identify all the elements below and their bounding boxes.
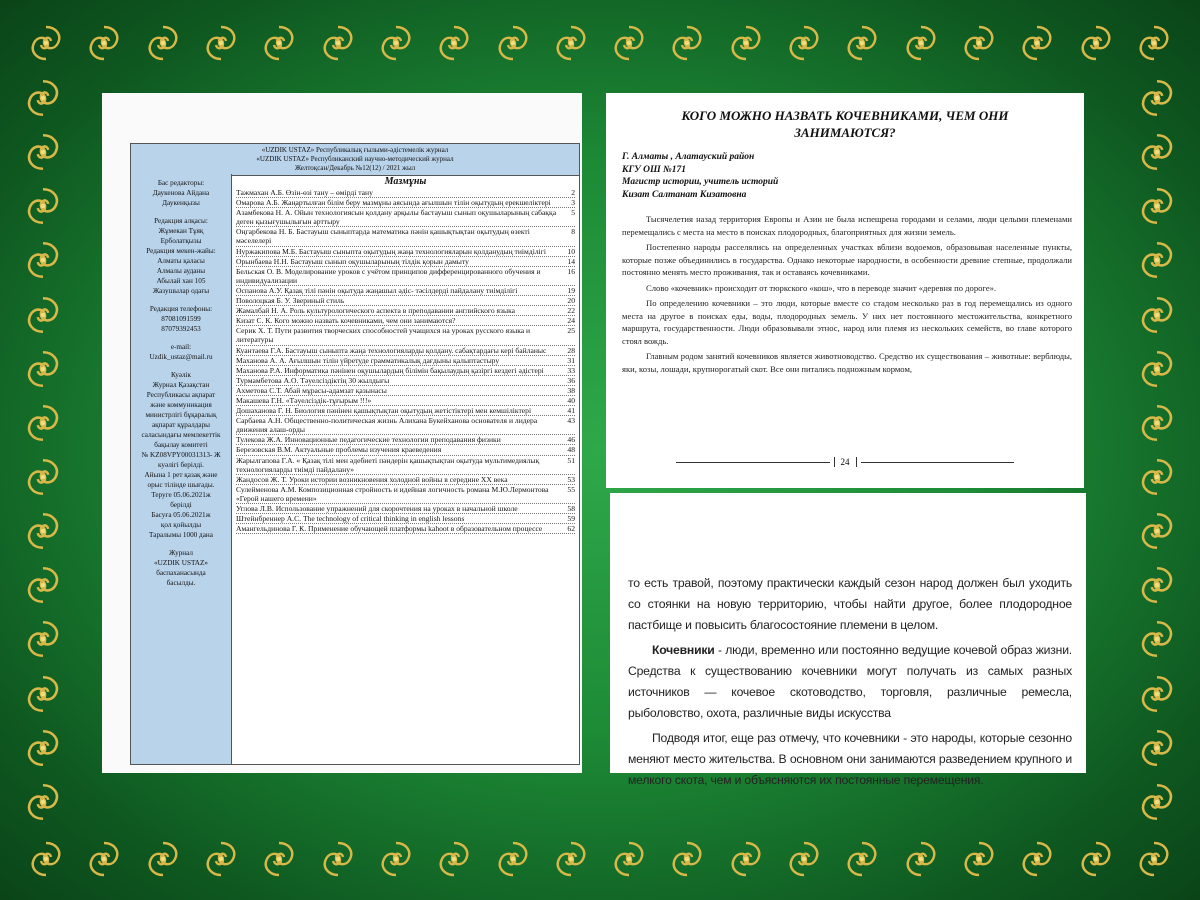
article-body bbox=[622, 213, 1072, 375]
ornament-icon bbox=[20, 839, 72, 879]
editorial-info-line: Куәлік bbox=[170, 371, 192, 379]
ornament-icon bbox=[1070, 23, 1122, 63]
editorial-info-line: министрлігі бұқаралық bbox=[145, 411, 217, 419]
ornamental-border-top bbox=[20, 12, 1180, 74]
entry-page: 38 bbox=[567, 385, 575, 395]
ornament-icon bbox=[836, 23, 888, 63]
ornament-icon bbox=[428, 839, 480, 879]
contents-entry bbox=[236, 386, 575, 396]
entry-page: 51 bbox=[567, 455, 575, 465]
ornament-icon bbox=[22, 74, 64, 122]
entry-page: 10 bbox=[567, 246, 575, 256]
definition-term: Кочевники bbox=[652, 643, 715, 657]
spacer bbox=[131, 296, 231, 304]
contents-entry bbox=[236, 504, 575, 514]
editorial-info-line: 87079392453 bbox=[161, 325, 201, 333]
entry-title: Сулейменова А.М. Композиционная стройность и идейная логичность романа М.Ю.Лермонтова «Герой нашего времени» bbox=[236, 484, 549, 503]
ornament-icon bbox=[253, 23, 305, 63]
paragraph: то есть травой, поэтому практически каждый сезон народ должен был уходить со стоянки на новую территорию, чтобы найти другое, более плодородное пастбище и повысить благосостояние племени в целом. bbox=[628, 576, 1072, 632]
contents-entry bbox=[236, 366, 575, 376]
editorial-info-line: Алматы қаласы bbox=[157, 257, 205, 265]
footer-rule bbox=[676, 462, 830, 463]
journal-header-line: Желтоқсан/Декабрь №12(12) / 2021 жыл bbox=[294, 164, 416, 172]
editorial-info-line: Республикасы ақпарат bbox=[146, 391, 216, 399]
editorial-info-line: Жазушылар одағы bbox=[152, 287, 210, 295]
contents-entry bbox=[236, 456, 575, 475]
ornamental-border-left bbox=[12, 74, 74, 826]
entry-page: 55 bbox=[567, 484, 575, 494]
editorial-info-line: № KZ08VPY00031313- Ж bbox=[141, 451, 221, 459]
entry-page: 59 bbox=[567, 514, 575, 524]
ornament-icon bbox=[1128, 23, 1180, 63]
entry-title: Тулекова Ж.А. Инновационные педагогические технологии преподавания физики bbox=[236, 435, 501, 445]
entry-title: Бельская О. В. Моделирование уроков с учётом принципов дифференцированного обучения и индивидуализации bbox=[236, 266, 541, 285]
entry-title: Куантаева Г.А. Бастауыш сыныпта жаңа технологияларды қолдану. сабақтардағы кері байланыс bbox=[236, 345, 547, 355]
ornamental-border-bottom bbox=[20, 828, 1180, 890]
contents-table bbox=[130, 143, 580, 765]
editorial-info-line: Журнал bbox=[169, 549, 193, 557]
editorial-info-column bbox=[131, 174, 232, 764]
ornament-icon bbox=[603, 839, 655, 879]
ornament-icon bbox=[22, 670, 64, 718]
author-line: КГУ ОШ №171 bbox=[622, 164, 687, 175]
page-footer bbox=[676, 454, 1014, 470]
entry-title: Тажмахан А.Б. Өзін-өзі тану – өмірді тану bbox=[236, 188, 373, 197]
ornament-icon bbox=[778, 839, 830, 879]
contents-entry bbox=[236, 296, 575, 306]
ornament-icon bbox=[22, 182, 64, 230]
ornament-icon bbox=[1136, 670, 1178, 718]
continuation-body bbox=[628, 573, 1072, 791]
ornament-icon bbox=[22, 615, 64, 663]
editorial-info-line: Теруге 05.06.2021ж bbox=[151, 491, 211, 499]
entry-title: Ахметова С.Т. Абай мұрасы-адамзат қазынасы bbox=[236, 385, 387, 395]
entry-title: Турмамбетова А.О. Тәуелсіздіктің 30 жылдығы bbox=[236, 375, 390, 385]
entry-title: Жамалбай Н. А. Роль культурологического аспекта в преподавании английского языка bbox=[236, 306, 516, 316]
entry-title: Оспанова А.У. Қазақ тілі пәнін оқытуда жаңашыл әдіс- тәсілдерді пайдалану тиімділігі bbox=[236, 285, 518, 295]
ornament-icon bbox=[953, 839, 1005, 879]
ornament-icon bbox=[1136, 778, 1178, 826]
ornament-icon bbox=[22, 291, 64, 339]
ornament-icon bbox=[1136, 74, 1178, 122]
ornament-icon bbox=[22, 561, 64, 609]
entry-page: 8 bbox=[571, 227, 575, 237]
contents-entry bbox=[236, 188, 575, 198]
definition-text: - люди, временно или постоянно ведущие кочевой образ жизни. Средства к существованию кочевники могут получать из самых разных источников — кочевое скотоводство, торговля, различные ремесла, рыболовство, охота, различные виды искусства bbox=[628, 643, 1072, 720]
entry-title: Оңгарбекова Н. Б. Бастауыш сыныптарда математика пәнін қашықтықтан оқытудың өзекті мәселелері bbox=[236, 227, 530, 246]
entry-title: Жандосов Ж. Т. Уроки истории возникновения холодной войны в середине XX века bbox=[236, 474, 508, 484]
entry-page: 19 bbox=[567, 285, 575, 295]
contents-entry bbox=[236, 356, 575, 366]
entry-title: Маханова А. А. Ағылшын тілін үйретуде грамматикалық дағдыны қалыптастыру bbox=[236, 355, 500, 365]
editorial-info-line: Ерболатқызы bbox=[160, 237, 202, 245]
entry-page: 2 bbox=[571, 188, 575, 197]
ornament-icon bbox=[78, 23, 130, 63]
ornament-icon bbox=[78, 839, 130, 879]
contents-entry bbox=[236, 247, 575, 257]
editorial-info-line: 87081091599 bbox=[161, 315, 201, 323]
editorial-info-line: Басуға 05.06.2021ж bbox=[151, 511, 211, 519]
ornament-icon bbox=[195, 839, 247, 879]
editorial-info-line: бақылау комитеті bbox=[154, 441, 208, 449]
spacer bbox=[131, 208, 231, 216]
journal-header-line: «UZDIK USTAZ» Республикалық ғылыми-әдістемелік журнал bbox=[261, 146, 449, 154]
editorial-info-line: саласындағы мемлекеттік bbox=[141, 431, 221, 439]
contents-entry bbox=[236, 316, 575, 326]
editorial-info-line: Даукенова Айдана bbox=[152, 189, 210, 197]
ornament-icon bbox=[253, 839, 305, 879]
ornament-icon bbox=[22, 236, 64, 284]
ornament-icon bbox=[1136, 724, 1178, 772]
ornament-icon bbox=[661, 23, 713, 63]
entry-page: 58 bbox=[567, 504, 575, 513]
editorial-info-line: басылды. bbox=[166, 579, 196, 587]
entry-page: 36 bbox=[567, 375, 575, 385]
ornament-icon bbox=[195, 23, 247, 63]
ornament-icon bbox=[1128, 839, 1180, 879]
contents-entry bbox=[236, 326, 575, 345]
entry-title: Азамбекова Н. А. Ойын технологиясын қолдану арқылы бастауыш сынып оқушыларының сабаққа деген қызығушылығын арттыру bbox=[236, 208, 557, 227]
paragraph: Главным родом занятий кочевников является животноводство. Средство их существования – животные: верблюды, яки, козы, лошади, крупнорогатый скот. Все они питались подножным кормом, bbox=[622, 351, 1072, 374]
entry-title: Амангельдинова Г. К. Применение обучающей платформы kahoot в образовательном процессе bbox=[236, 524, 543, 534]
paragraph: Слово «кочевник» происходит от тюркского «кош», что в переводе значит «деревня по дороге». bbox=[646, 282, 997, 293]
editorial-info-line: Редакция алқасы: bbox=[154, 217, 208, 225]
editorial-info-line: және коммуникация bbox=[150, 401, 212, 409]
ornament-icon bbox=[487, 839, 539, 879]
entry-page: 3 bbox=[571, 198, 575, 208]
ornament-icon bbox=[836, 839, 888, 879]
entry-title: Углова Л.В. Использование упражнений для скорочтения на уроках в начальной школе bbox=[236, 504, 518, 513]
ornament-icon bbox=[720, 839, 772, 879]
ornament-icon bbox=[1136, 615, 1178, 663]
entry-title: Серик Х. Т. Пути развития творческих способностей учащихся на уроках русского языка и литературы bbox=[236, 326, 531, 345]
entry-page: 28 bbox=[567, 345, 575, 355]
footer-rule bbox=[861, 462, 1015, 463]
contents-entry bbox=[236, 227, 575, 246]
ornament-icon bbox=[895, 23, 947, 63]
entry-page: 46 bbox=[567, 435, 575, 445]
spacer bbox=[131, 540, 231, 548]
contents-entry bbox=[236, 406, 575, 416]
contents-entry bbox=[236, 524, 575, 534]
ornament-icon bbox=[312, 839, 364, 879]
editorial-info-line: Даукенқызы bbox=[162, 199, 200, 207]
ornament-icon bbox=[1136, 507, 1178, 555]
entry-page: 41 bbox=[567, 406, 575, 416]
editorial-info-line: орыс тілінде шығады. bbox=[147, 481, 215, 489]
journal-header bbox=[131, 144, 579, 176]
contents-entry bbox=[236, 396, 575, 406]
entry-page: 48 bbox=[567, 445, 575, 455]
paragraph: Тысячелетия назад территория Европы и Азии не была испещрена городами и селами, люди целыми племенами перемещались с места на место в поисках плодородных, благоприятных для жизни земель. bbox=[622, 214, 1072, 237]
entry-title: Жарылгапова Г.А. « Қазақ тілі мен әдебиеті пәндерін қашықтықтан оқытуда мультимедиялық технологияларды тиімді пайдалану» bbox=[236, 455, 540, 474]
entry-page: 24 bbox=[567, 316, 575, 326]
ornament-icon bbox=[22, 778, 64, 826]
contents-entry bbox=[236, 286, 575, 296]
entry-page: 25 bbox=[567, 326, 575, 336]
contents-list bbox=[232, 174, 579, 764]
contents-entry bbox=[236, 267, 575, 286]
article-page-continuation bbox=[610, 493, 1086, 787]
entry-page: 14 bbox=[567, 256, 575, 266]
editorial-info-line: баспаханасында bbox=[156, 569, 206, 577]
ornament-icon bbox=[22, 453, 64, 501]
ornament-icon bbox=[1136, 345, 1178, 393]
ornament-icon bbox=[1136, 182, 1178, 230]
ornament-icon bbox=[661, 839, 713, 879]
ornament-icon bbox=[370, 839, 422, 879]
editorial-info-line: Таралымы 1000 дана bbox=[149, 531, 213, 539]
contents-entry bbox=[236, 376, 575, 386]
ornament-icon bbox=[22, 507, 64, 555]
ornament-icon bbox=[545, 839, 597, 879]
ornament-icon bbox=[22, 399, 64, 447]
contents-title: Мазмұны bbox=[384, 176, 427, 187]
entry-page: 53 bbox=[567, 474, 575, 484]
entry-title: Березовская В.М. Актуальные проблемы изучения краеведения bbox=[236, 445, 442, 455]
entry-title: Омарова А.Б. Жаңартылған білім беру мазмұны аясында ағылшын тілін оқытудың ерекшеліктері bbox=[236, 198, 551, 208]
entry-page: 33 bbox=[567, 365, 575, 375]
author-line: Г. Алматы , Алатауский район bbox=[622, 152, 755, 162]
journal-contents-page bbox=[102, 93, 582, 773]
entry-title: Сарбаева А.Н. Общественно-политическая жизнь Алихана Букейханова основателя и лидера движения алаш-орды bbox=[236, 416, 538, 435]
entry-page: 43 bbox=[567, 416, 575, 426]
ornament-icon bbox=[1136, 399, 1178, 447]
ornament-icon bbox=[137, 839, 189, 879]
editorial-info-line: Алмалы ауданы bbox=[156, 267, 206, 275]
entry-page: 20 bbox=[567, 296, 575, 306]
contents-entry bbox=[236, 346, 575, 356]
ornament-icon bbox=[428, 23, 480, 63]
article-title: КОГО МОЖНО НАЗВАТЬ КОЧЕВНИКАМИ, ЧЕМ ОНИ ЗАНИМАЮТСЯ? bbox=[681, 108, 1009, 140]
ornament-icon bbox=[603, 23, 655, 63]
editorial-info-line: e-mail: bbox=[170, 343, 192, 351]
ornament-icon bbox=[312, 23, 364, 63]
ornament-icon bbox=[487, 23, 539, 63]
ornament-icon bbox=[1136, 291, 1178, 339]
paragraph: Подводя итог, еще раз отмечу, что кочевники - это народы, которые сезонно меняют место жительства. В основном они занимаются разведением крупного и мелкого скота, чем и объясняются их постоянные перемещения. bbox=[628, 731, 1072, 787]
editorial-info-line: Абылай хан 105 bbox=[156, 277, 206, 285]
entry-title: Макашева Г.Н. «Тәуелсіздік-тұғырым !!!» bbox=[236, 395, 372, 405]
ornament-icon bbox=[22, 128, 64, 176]
entry-page: 62 bbox=[567, 524, 575, 534]
ornament-icon bbox=[720, 23, 772, 63]
spacer bbox=[131, 362, 231, 370]
contents-entry bbox=[236, 257, 575, 267]
ornament-icon bbox=[778, 23, 830, 63]
ornament-icon bbox=[20, 23, 72, 63]
editorial-info-line: Редакция мекен-жайы: bbox=[146, 247, 216, 255]
entry-title: Нуржакипова М.Б. Бастауыш сыныпта оқытудың жаңа технологияларын қолданудың тиімділігі bbox=[236, 246, 546, 256]
editorial-info-line: Айына 1 рет қазақ және bbox=[144, 471, 218, 479]
article-page-top bbox=[606, 93, 1084, 488]
editorial-info-line: берілді bbox=[170, 501, 192, 509]
contents-entry bbox=[236, 416, 575, 435]
entry-title: Дошаханова Г. Н. Биология пәнінен қашықтықтан оқытудың жетістіктері мен кемшіліктері bbox=[236, 406, 532, 416]
contents-entry bbox=[236, 208, 575, 227]
entry-title: Штейнбреннер А.С. The technology of critical thinking in english lessons bbox=[236, 514, 465, 524]
contents-entry bbox=[236, 475, 575, 485]
ornament-icon bbox=[1011, 23, 1063, 63]
author-line: Кизат Салтанат Кизатовна bbox=[622, 189, 747, 200]
entry-page: 16 bbox=[567, 266, 575, 276]
editorial-info-line: Бас редакторы: bbox=[157, 179, 205, 187]
paragraph: Постепенно народы расселялись на определенных участках вблизи водоемов, образовывая населенные пункты, которые позже объединились в государства. Однако некоторые народности, в особенности древние степные, продолжали постоянно менять место проживания, так и оставаясь кочевниками. bbox=[622, 242, 1072, 277]
editorial-info-line: Журнал Қазақстан bbox=[152, 381, 210, 389]
entry-title: Кизат С. К. Кого можно назвать кочевниками, чем они занимаются? bbox=[236, 316, 456, 326]
ornamental-border-right bbox=[1126, 74, 1188, 826]
spacer bbox=[131, 334, 231, 342]
author-line: Магистр истории, учитель историй bbox=[622, 177, 779, 187]
editorial-info-line: ақпарат құралдары bbox=[151, 421, 211, 429]
ornament-icon bbox=[22, 724, 64, 772]
contents-entry bbox=[236, 306, 575, 316]
ornament-icon bbox=[1070, 839, 1122, 879]
entry-title: Маханова Р.А. Информатика пәнінен оқушылардың білімін бақылаудың қазіргі кездегі әдістері bbox=[236, 365, 544, 375]
contents-entry bbox=[236, 485, 575, 504]
ornament-icon bbox=[1011, 839, 1063, 879]
entry-title: Поволоцкая Б. У. Звериный стиль bbox=[236, 296, 345, 306]
author-block bbox=[622, 151, 1084, 201]
ornament-icon bbox=[137, 23, 189, 63]
contents-entry bbox=[236, 445, 575, 455]
editorial-info-line: Uzdik_ustaz@mail.ru bbox=[149, 353, 213, 361]
ornament-icon bbox=[1136, 236, 1178, 284]
page-number: 24 bbox=[834, 457, 857, 467]
ornament-icon bbox=[1136, 561, 1178, 609]
editorial-info-line: Жұмекан Тұяқ bbox=[158, 227, 204, 235]
entry-page: 31 bbox=[567, 355, 575, 365]
ornament-icon bbox=[22, 345, 64, 393]
ornament-icon bbox=[1136, 453, 1178, 501]
editorial-info-line: қол қойылды bbox=[160, 521, 202, 529]
contents-entry bbox=[236, 514, 575, 524]
entry-page: 22 bbox=[567, 306, 575, 316]
editorial-info-line: Редакция телефоны: bbox=[149, 305, 213, 313]
ornament-icon bbox=[370, 23, 422, 63]
entry-page: 40 bbox=[567, 395, 575, 405]
entry-page: 5 bbox=[571, 208, 575, 218]
ornament-icon bbox=[953, 23, 1005, 63]
contents-entry bbox=[236, 198, 575, 208]
journal-header-line: «UZDIK USTAZ» Республиканский научно-методический журнал bbox=[256, 155, 454, 163]
ornament-icon bbox=[1136, 128, 1178, 176]
editorial-info-line: куәлігі берілді. bbox=[158, 461, 204, 469]
definition-paragraph bbox=[628, 640, 1072, 724]
entry-title: Орынбаева Н.Н. Бастауыш сынып оқушыларының тілдік қорын дамыту bbox=[236, 256, 469, 266]
paragraph: По определению кочевники – это люди, которые вместе со стадом несколько раз в год перемещались из одного места на другое в поисках еды, воды, плодородных земель. У них нет постоянного местожительства, конкретного маршрута, государственности. Люди образовывали этнос, народ или племя из нескольких семейств, во главе которого стоял вождь. bbox=[622, 298, 1072, 346]
ornament-icon bbox=[545, 23, 597, 63]
contents-entry bbox=[236, 435, 575, 445]
editorial-info-line: «UZDIK USTAZ» bbox=[154, 559, 208, 567]
ornament-icon bbox=[895, 839, 947, 879]
